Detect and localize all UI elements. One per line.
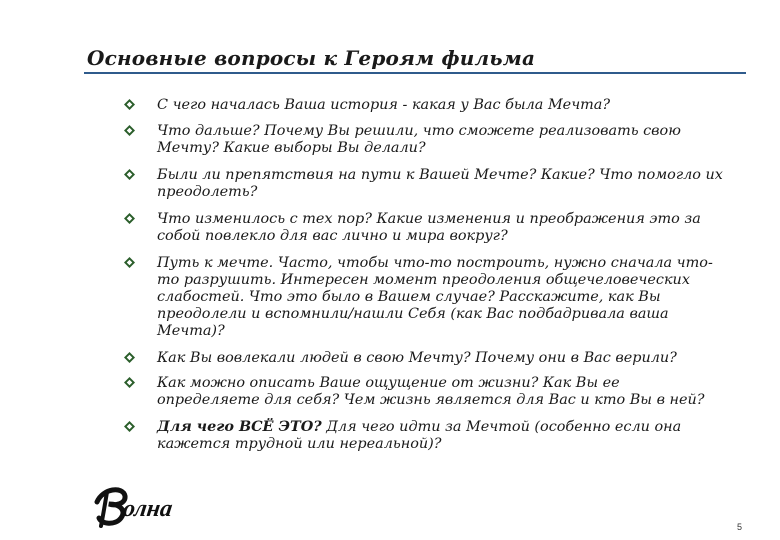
svg-text:олна: олна (121, 496, 175, 522)
list-item (124, 166, 724, 201)
item-text: С чего началась Ваша история - какая у Вас была Мечта? (157, 97, 611, 113)
diamond-bullet-icon (124, 352, 135, 363)
item-text: Как Вы вовлекали людей в свою Мечту? Почему они в Вас верили? (157, 350, 677, 366)
diamond-bullet-icon (124, 125, 135, 136)
item-text: Были ли препятствия на пути к Вашей Мечте? Какие? Что помогло их преодолеть? (157, 167, 723, 200)
diamond-bullet-icon (124, 377, 135, 388)
diamond-bullet-icon (124, 257, 135, 268)
item-lead: Для чего ВСЁ ЭТО? (157, 418, 322, 435)
list-item (124, 254, 724, 340)
list-item (124, 96, 724, 114)
item-text: Для чего идти за Мечтой (особенно если она кажется трудной или нереальной)? (157, 419, 682, 452)
list-item (124, 210, 724, 245)
item-text: Путь к мечте. Часто, чтобы что-то построить, нужно сначала что-то разрушить. Интересен момент преодоления общечеловеческих слабостей. Что это было в Вашем случае? Расскажите, как Вы преодолели и вспомнили/нашли Себя (как Вас подбадривала ваша Мечта)? (157, 255, 713, 339)
item-text: Что изменилось с тех пор? Какие изменения и преображения это за собой повлекло для вас лично и мира вокруг? (157, 211, 701, 244)
list-item (124, 349, 724, 367)
volna-logo (93, 482, 193, 528)
diamond-bullet-icon (124, 99, 135, 110)
list-item (124, 418, 724, 453)
list-item (124, 122, 724, 157)
list-item (124, 374, 724, 409)
item-text: Что дальше? Почему Вы решили, что сможете реализовать свою Мечту? Какие выборы Вы делали? (157, 123, 681, 156)
diamond-bullet-icon (124, 213, 135, 224)
slide-title: Основные вопросы к Героям фильма (87, 46, 536, 70)
diamond-bullet-icon (124, 169, 135, 180)
diamond-bullet-icon (124, 421, 135, 432)
title-underline (84, 72, 746, 74)
item-text: Как можно описать Ваше ощущение от жизни? Как Вы ее определяете для себя? Чем жизнь является для Вас и кто Вы в ней? (157, 375, 705, 408)
question-list (124, 96, 724, 453)
page-number: 5 (737, 522, 743, 532)
